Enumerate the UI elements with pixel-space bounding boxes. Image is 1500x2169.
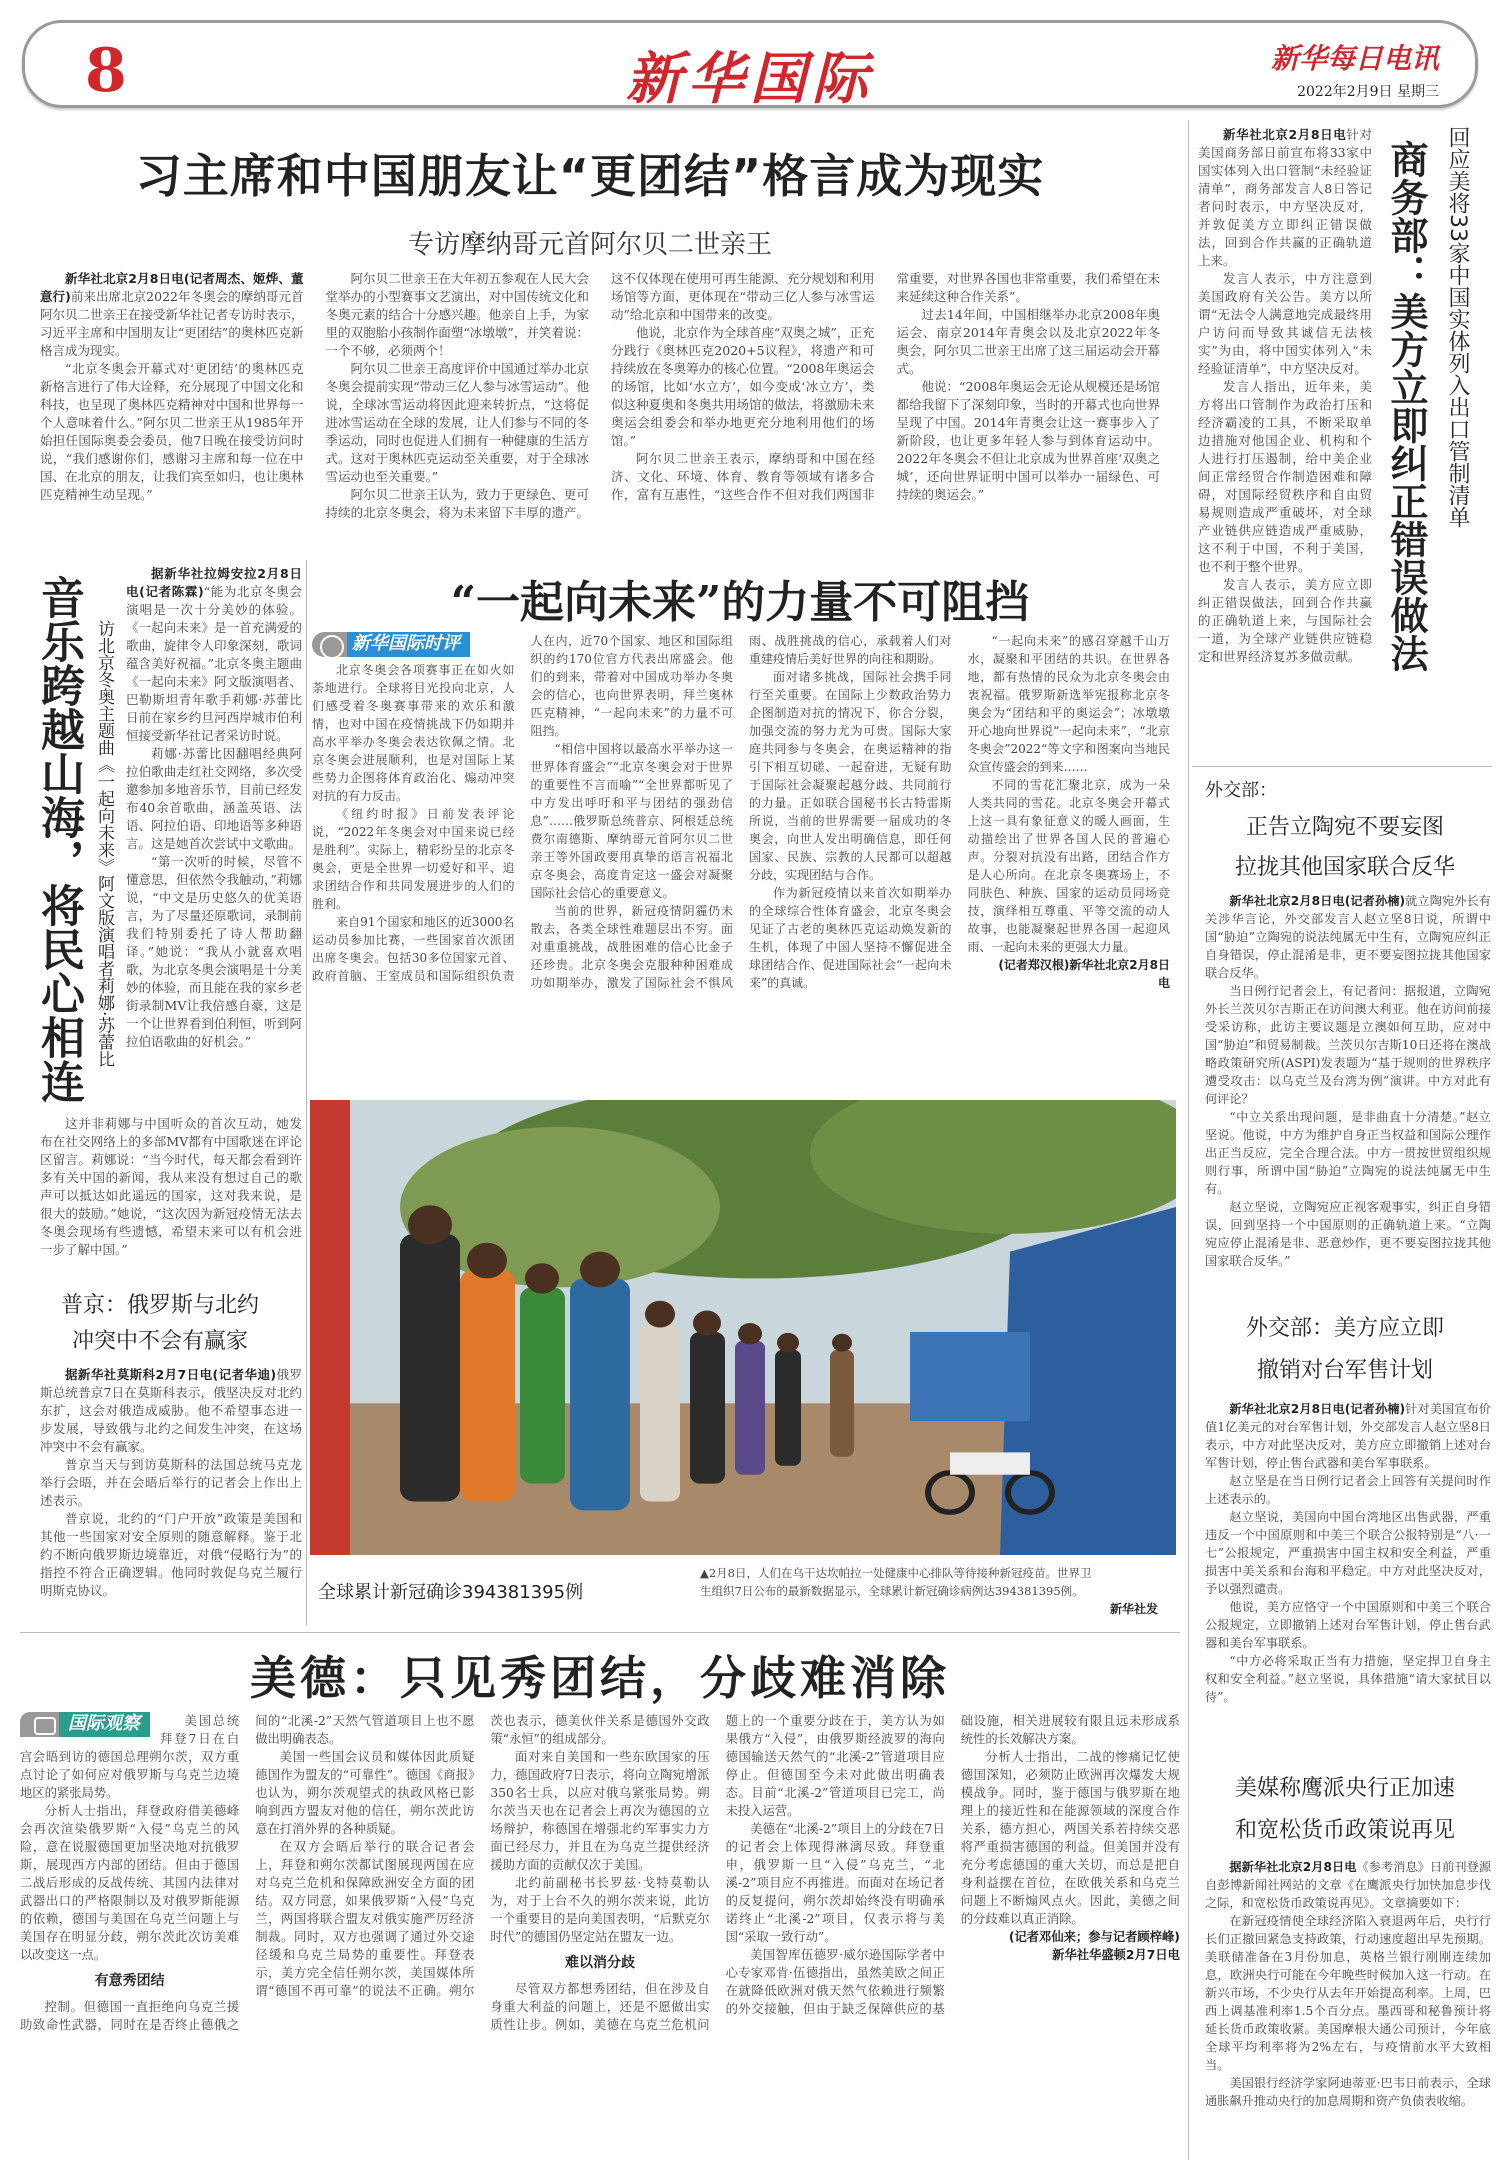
paragraph-list [20, 1712, 239, 1964]
mfa-lithuania-body [1205, 892, 1491, 1270]
headline-line: 和宽松货币政策说再见 [1234, 1818, 1455, 1843]
paragraph: 美国智库伍德罗·威尔逊国际学者中心专家邓肯·伍德指出，虽然美欧之间正在就降低欧洲对俄天然气依赖进行频繁的外交接触，但由于缺乏保障供应的基础设施，相关进展较有限且远未形成系统性的长效解决方案。 [725, 1714, 1180, 2016]
subhead: 难以消分歧 [564, 1955, 635, 1971]
paragraph: 在新冠疫情使全球经济陷入衰退两年后，央行行长们正撤回紧急支持政策，行动速度超出早先预期。美联储准备在3月份加息，英格兰银行刚刚连续加息，欧洲央行可能在今年晚些时候加入这一行动。在新兴市场，不少央行从去年开始提高利率。上周，巴西上调基准利率1.5个百分点。墨西哥和秘鲁预计将延长货币政策收紧。美国摩根大通公司预计，今年底全球平均利率将为2%左右，与疫情前水平大致相当。 [1205, 1914, 1491, 2072]
paragraph: “北京冬奥会开幕式对‘更团结’的奥林匹克新格言进行了伟大诠释，充分展现了中国文化和科技，也呈现了奥林匹克精神对中国和世界每一个人意味着什么。”阿尔贝二世亲王从1985年开始担任国际奥委会委员，他7日晚在接受访问时说，“我们感谢你们，感谢习主席和每一位在中国、在北京的朋友，让我们宾至如归，也让奥林匹克精神生动呈现。” [40, 361, 304, 502]
article-credit: (记者邓仙来；参与记者顾梓峰) [1008, 1930, 1180, 1944]
mfa-taiwan-body [1205, 1400, 1491, 1706]
paragraph: “一起向未来”的感召穿越千山万水，凝聚和平团结的共识。在世界各地，都有热情的民众为北京冬奥会由衷祝福。俄罗斯新选举宪报称北京冬奥会为“团结和平的奥运会”；冰墩墩开心地向世界说“一起向未来”，“北京冬奥会”2022“等文字和图案向当地民众宣传盛会的到来…… [967, 634, 1170, 774]
commerce-article-body [1198, 126, 1372, 666]
headline-line: 美媒称鹰派央行正加速 [1234, 1776, 1455, 1801]
music-article-body-a [126, 565, 302, 1051]
paragraph: 控制。但德国一直拒绝向乌克兰援助致命性武器，同时在是否终止德俄之间的“北溪-2”天然气管道项目上也不愿做出明确表态。 [20, 1714, 475, 2032]
paragraph: 阿尔贝二世亲王在大年初五参观在人民大会堂举办的小型赛事文艺演出，对中国传统文化和冬奥元素的结合十分感兴趣。他亲自上手，为家里的双胞胎小孩制作面塑“冰墩墩”，并笑着说：一个不够，必须两个！ [325, 271, 589, 358]
section-divider [20, 1632, 1180, 1633]
photo-caption-headline: 全球累计新冠确诊394381395例 [318, 1582, 584, 1603]
paragraph: 莉娜·苏蕾比因翻唱经典阿拉伯歌曲走红社交网络，多次受邀参加多地音乐节，目前已经发布40余首歌曲，涵盖英语、法语、阿拉伯语、印地语等多种语言。这是她首次尝试中文歌曲。 [126, 746, 302, 851]
section-title: 新华国际 [626, 46, 874, 112]
paragraph: 他说，美方应恪守一个中国原则和中美三个联合公报规定，立即撤销上述对台军售计划，停止售台武器和美台军事联系。 [1205, 1600, 1491, 1650]
dateline: 新华社北京2月8日电(记者孙楠) [1229, 894, 1406, 908]
paragraph: 不同的雪花汇聚北京，成为一朵人类共同的雪花。北京冬奥会开幕式上这一具有象征意义的暖人画面，生动描绘出了世界各国人民的普遍心声。分裂对抗没有出路，团结合作方是人心所向。在北京冬奥赛场上，不同肤色、种族、国家的运动员同场竞技，演绎相互尊重、平等交流的动人故事，也能凝聚起世界各国一起迎风雨、一起向未来的更强大力量。 [967, 778, 1170, 954]
paragraph: 美国银行经济学家阿迪蒂亚·巴韦日前表示，全球通胀飙升推动央行的加息周期和资产负债表收缩。 [1205, 2076, 1491, 2108]
paragraph: 阿尔贝二世亲王认为，致力于更绿色、更可持续的北京冬奥会，将为未来留下丰厚的遗产。这不仅体现在使用可再生能源、充分规划和利用场馆等方面，更体现在“带动三亿人参与冰雪运动”给北京和中国带来的改变。 [325, 271, 875, 520]
headline-line: 拉拢其他国家联合反华 [1234, 855, 1455, 880]
masthead [22, 20, 1478, 112]
music-article-body-b [40, 1115, 302, 1259]
paragraph: 普京说，北约的“门户开放”政策是美国和其他一些国家对安全原则的随意解释。鉴于北约不断向俄罗斯边境靠近，对俄“侵略行为”的指控不符合正确逻辑。他同时敦促乌克兰履行明斯克协议。 [40, 1511, 302, 1598]
paragraph: 分析人士指出，拜登政府借美德峰会再次渲染俄罗斯“入侵”乌克兰的风险，意在说服德国更加坚决地对抗俄罗斯，展现西方内部的团结。但由于德国二战后形成的反战传统、其国内法律对武器出口的严格限制以及对俄罗斯能源的依赖，德国与美国在乌克兰问题上与美国存在明显分歧，朔尔茨此次访美难以改变这一点。 [20, 1804, 240, 1962]
globe-icon [320, 635, 344, 659]
paragraph: 面对来自美国和一些东欧国家的压力，德国政府7日表示，将向立陶宛增派350名士兵，以应对俄乌紧张局势。朔尔茨当天也在记者会上再次为德国的立场辩护，称德国在增强北约军事实力方面已经尽力，并且在为乌克兰提供经济援助方面的贡献仅次于美国。 [490, 1750, 710, 1872]
commerce-headline: 商务部：美方立即纠正错误做法 [1384, 140, 1429, 672]
paragraph: 赵立坚是在当日例行记者会上回答有关提问时作上述表示的。 [1205, 1474, 1491, 1506]
paragraph: 阿尔贝二世亲王高度评价中国通过举办北京冬奥会提前实现“带动三亿人参与冰雪运动”。他说，全球冰雪运动将因此迎来转折点，“这将促进冰雪运动在全球的发展，让人们参与不同的冬季运动，同时也促进人们拥有一种健康的生活方式。这对于奥林匹克运动至关重要，对于全球冰雪运动也至关重要。” [325, 361, 589, 484]
paragraph-list [1205, 1472, 1491, 1706]
paragraph: 尽管双方都想秀团结，但在涉及自身重大利益的问题上，还是不愿做出实质性让步。例如，美德在乌克兰危机问题上的一个重要分歧在于，美方认为如果俄方“入侵”，由俄罗斯经波罗的海向德国输送天然气的“北溪-2”管道项目应停止。但德国至今未对此做出明确表态。目前“北溪-2”管道项目已完工，尚未投入运营。 [490, 1714, 945, 2032]
paragraph: 来自91个国家和地区的近3000名运动员参加比赛，一些国家首次派团出席冬奥会。包括30多位国家元首、政府首脑、王室成员和国际组织负责人在内，近70个国家、地区和国际组织的约170位官方代表出席盛会。他们的到来，带着对中国成功举办冬奥会的信心，也向世界表明，拜兰奥林匹克精神，“一起向未来”的力量不可阻挡。 [312, 634, 733, 983]
headline-line: 正告立陶宛不要妄图 [1245, 815, 1444, 840]
commentary-tag [312, 632, 470, 657]
paragraph: “中立关系出现问题，是非曲直十分清楚。”赵立坚说。他说，中方为维护自身正当权益和国际公理作出正当反应，完全合理合法。中方一贯按世贸组织规则行事，所谓中国“胁迫”立陶宛的说法纯属无中生有。 [1205, 1110, 1491, 1196]
paragraph: 普京当天与到访莫斯科的法国总统马克龙举行会晤，并在会晤后举行的记者会上作出上述表示。 [40, 1457, 302, 1508]
paragraph-text: 俄罗斯总统普京7日在莫斯科表示，俄坚决反对北约东扩，这会对俄造成威胁。他不希望事态进一步发展，导致俄与北约之间发生冲突，在这场冲突中不会有赢家。 [40, 1367, 302, 1454]
dateline: 新华社北京2月8日电(记者孙楠) [1229, 1402, 1406, 1416]
paragraph: 发言人表示，美方应立即纠正错误做法，回到合作共赢的正确轨道上来，与国际社会一道，为全球产业链供应链稳定和世界经济复苏多做贡献。 [1198, 577, 1372, 664]
paragraph: “第一次听的时候，尽管不懂意思，但依然令我触动，”莉娜说，“中文是历史悠久的优美语言，为了尽量还原歌词，录制前我们特别委托了诗人帮助翻译。”她说：“我从小就喜欢唱歌，为北京冬奥会演唱是十分美妙的体验，而且能在我的家乡老街录制MV让我倍感自豪，这是一个让世界看到伯利恒，听到阿拉伯语歌曲的好机会。” [126, 854, 302, 1049]
paragraph-list [1205, 1912, 1491, 2110]
paragraph-text: 就立陶宛外长有关涉华言论，外交部发言人赵立坚8日说，所谓中国“胁迫”立陶宛的说法纯属无中生有，立陶宛应纠正自身错误，停止混淆是非，更不要妄图拉拢其他国家联合反华。 [1205, 894, 1491, 980]
paragraph: 美德在“北溪-2”项目上的分歧在7日的记者会上体现得淋漓尽致。拜登重申，俄罗斯一旦“入侵”乌克兰，“北溪-2”项目应不再推进。而面对在场记者的反复提问，朔尔茨却始终没有明确承诺终止“北溪-2”项目，仅表示将与美国“采取一致行动”。 [725, 1822, 945, 1944]
paragraph-list [40, 1115, 302, 1259]
paragraph: 北约前副秘书长罗兹·戈特莫勒认为，对于上台不久的朔尔茨来说，此访一个重要目的是向美国表明，“后默克尔时代”的德国仍坚定站在盟友一边。 [490, 1876, 710, 1944]
commentary-headline: “一起向未来”的力量不可阻挡 [450, 577, 1030, 628]
dateline: 据新华社莫斯科2月7日电(记者华迪) [65, 1367, 277, 1382]
us-germany-headline: 美德：只见秀团结，分歧难消除 [250, 1651, 950, 1705]
column-divider [1188, 120, 1189, 2160]
music-subtitle: 访北京冬奥主题曲《一起向未来》阿文版演唱者莉娜·苏蕾比 [94, 620, 114, 1068]
putin-headline [20, 1288, 300, 1360]
putin-article-body [40, 1366, 302, 1600]
paragraph: 赵立坚说，美国向中国台湾地区出售武器，严重违反一个中国原则和中美三个联合公报特别是“八·一七”公报规定，严重损害中国主权和安全利益，严重损害中美关系和台海和平稳定。中方对此坚决反对，予以强烈谴责。 [1205, 1510, 1491, 1596]
mfa-kicker: 外交部： [1205, 780, 1277, 801]
paragraph: 面对诸多挑战，国际社会携手同行至关重要。在国际上少数政治势力企图制造对抗的情况下，你合分裂，加强交流的努力尤为可贵。国际大家庭共同参与冬奥会，在奥运精神的指引下相互切磋、一起奋进，无疑有助于国际社会凝聚起越分歧、共同前行的力量。正如联合国秘书长古特雷斯所说，当前的世界需要一届成功的冬奥会，向世人发出明确信息，即任何国家、民族、宗教的人民都可以超越分歧，实现团结与合作。 [749, 670, 952, 882]
paragraph: 发言人指出，近年来，美方将出口管制作为政治打压和经济霸凌的工具，不断采取单边措施对他国企业、机构和个人进行打压遏制，给中美企业间正常经贸合作制造困难和障碍，对国际经贸秩序和自由贸易规则造成严重破坏，对全球产业链供应链造成严重威胁，这不利于中国，不利于美国，也不利于整个世界。 [1198, 379, 1372, 574]
paragraph: “相信中国将以最高水平举办这一世界体育盛会”“北京冬奥会对于世界的重要性不言而喻”“全世界都听见了中方发出呼吁和平与团结的强劲信息”……俄罗斯总统普京、阿根廷总统费尔南德斯、摩纳哥元首阿尔贝二世亲王等外国政要用真挚的语言祝福北京冬奥会，高度肯定这一盛会对凝聚国际社会信心的重要意义。 [530, 742, 733, 900]
dateline: 据新华社北京2月8日电 [1229, 1860, 1357, 1874]
us-germany-body [20, 1712, 1180, 2034]
headline-line: 冲突中不会有赢家 [71, 1329, 248, 1354]
paragraph: 《纽约时报》日前发表评论说，“2022年冬奥会对中国来说已经是胜利”。实际上，精彩纷呈的北京冬奥会，更是全世界一切爱好和平、追求团结合作和共同发展进步的人们的胜利。 [312, 807, 515, 911]
paragraph-list [40, 1456, 302, 1600]
paragraph: 这并非莉娜与中国听众的首次互动，她发布在社交网络上的多部MV都有中国歌迷在评论区留言。莉娜说：“当今时代，每天都会看到许多有关中国的新闻，我从来没有想过自己的歌声可以抵达如此遥远的国家，这对我来说，是很大的鼓励。”她说，“这次因为新冠疫情无法去冬奥会现场有些遗憾，希望未来可以有机会进一步了解中国。” [40, 1116, 302, 1257]
commentary-tag-label: 新华国际时评 [352, 633, 460, 654]
commerce-kicker: 回应美将33家中国实体列入出口管制清单 [1445, 126, 1470, 528]
paragraph-list [1198, 270, 1372, 666]
paragraph-text: 前来出席北京2022年冬奥会的摩纳哥元首阿尔贝二世亲王在接受新华社记者专访时表示，习近平主席和中国朋友让“更团结”的奥林匹克新格言成为现实。 [40, 289, 304, 358]
photo-credit: 新华社发 [1110, 1602, 1159, 1616]
paragraph-list [126, 745, 302, 1051]
dateline: 新华社北京2月8日电(记者周杰、姬烨、董意行) [40, 271, 304, 304]
paragraph: 当日例行记者会上，有记者问：据报道，立陶宛外长兰茨贝尔吉斯正在访问澳大利亚。他在访问前接受采访称，此访主要议题是立澳如何互助，应对中国“胁迫”和贸易制裁。兰茨贝尔吉斯10日还将在澳战略政策研究所(ASPI)发表题为“基于规则的世界秩序遭受攻击：以乌克兰及台湾为例”演讲。中方对此有何评论？ [1205, 984, 1491, 1106]
paragraph-list [312, 632, 1170, 992]
paragraph: 阿尔贝二世亲王表示，摩纳哥和中国在经济、文化、环境、体育、教育等领域有诸多合作，富有互惠性，“这些合作不但对我们两国非常重要，对世界各国也非常重要，我们希望在未来延续这种合作关系”。 [611, 271, 1160, 502]
paragraph: 发言人表示，中方注意到美国政府有关公告。美方以所谓“无法令人满意地完成最终用户访问而导致其诚信无法核实”为由，将中国实体列入“未经验证清单”，中方坚决反对。 [1198, 271, 1372, 376]
section-divider [1192, 766, 1492, 767]
camera-icon [34, 1717, 56, 1735]
fed-headline [1195, 1768, 1495, 1852]
paragraph: 美国一些国会议员和媒体因此质疑德国作为盟友的“可靠性”。德国《商报》也认为，朔尔茨观望式的执政风格已影响到西方盟友对他的信任，朔尔茨此访意在打消外界的各种质疑。 [255, 1750, 475, 1836]
page-number: 8 [85, 36, 127, 106]
mfa-lithuania-headline [1195, 808, 1495, 888]
commentary-credit: (记者郑汉根)新华社北京2月8日电 [998, 958, 1170, 990]
paragraph-text: “能为北京冬奥会演唱是一次十分美妙的体验。《一起向未来》是一首充满爱的歌曲，旋律令人印象深刻，歌词蕴含美好祝福。”北京冬奥主题曲《一起向未来》阿文版演唱者、巴勒斯坦青年歌手莉娜·苏蕾比日前在家乡约旦河西岸城市伯利恒接受新华社记者采访时说。 [126, 584, 302, 743]
photo-uganda-vaccine-queue [310, 1100, 1176, 1555]
paragraph: 他说，北京作为全球首座“双奥之城”，正充分践行《奥林匹克2020+5议程》，将遗产和可持续放在冬奥筹办的核心位置。“2008年奥运会的场馆，比如‘水立方’，如今变成‘冰立方’，类似这种夏奥和冬奥共用场馆的做法，将激励未来奥运会组委会和举办地更充分地利用他们的场馆。” [611, 325, 875, 448]
main-subtitle: 专访摩纳哥元首阿尔贝二世亲王 [407, 230, 772, 260]
mfa-taiwan-headline [1195, 1308, 1495, 1392]
fed-body [1205, 1858, 1491, 2110]
photo-caption: ▲2月8日，人们在乌干达坎帕拉一处健康中心排队等待接种新冠疫苗。世界卫生组织7日公布的最新数据显示，全球累计新冠确诊病例达394381395例。 [700, 1566, 1092, 1598]
headline-line: 外交部：美方应立即 [1245, 1316, 1444, 1341]
observe-tag-label: 国际观察 [68, 1713, 140, 1734]
paragraph-text: 《参考消息》日前刊登源自彭博新闻社网站的文章《在鹰派央行加快加息步伐之际，和宽松货币政策说再见》。文章摘要如下： [1205, 1860, 1492, 1910]
music-headline: 音乐跨越山海，将民心相连 [33, 575, 84, 1103]
paragraph: 北京冬奥会各项赛事正在如火如荼地进行。全球将目光投向北京，人们感受着冬奥赛事带来的欢乐和激情，也对中国在疫情挑战下仍如期并高水平举办冬奥会表达钦佩之情。北京冬奥会进展顺利，也是对国际上某些势力企图将体育政治化、煽动冲突对抗的有力反击。 [312, 663, 515, 803]
issue-date: 2022年2月9日 星期三 [1297, 84, 1439, 100]
headline-line: 撤销对台军售计划 [1256, 1358, 1433, 1383]
paragraph: 在双方会晤后举行的联合记者会上，拜登和朔尔茨都试图展现两国在应对乌克兰危机和保障欧洲安全方面的团结。双方同意，如果俄罗斯“入侵”乌克兰，两国将联合盟友对俄实施严厉经济制裁。同时，双方也强调了通过外交途径缓和乌克兰局势的重要性。拜登表示，美方完全信任朔尔茨，美国媒体所谓“德国不再可靠”的说法不正确。朔尔茨也表示，德美伙伴关系是德国外交政策“永恒”的组成部分。 [255, 1714, 710, 1998]
paragraph: 他说：“2008年奥运会无论从规模还是场馆都给我留下了深刻印象，当时的开幕式也向世界呈现了中国。2014年青奥会让这一赛事步入了新阶段，也让更多年轻人参与到体育运动中。2022年冬奥会不但让北京成为世界首座‘双奥之城’，还向世界证明中国可以举办一届绿色、可持续的奥运会。” [896, 379, 1160, 502]
paragraph: 过去14年间，中国相继举办北京2008年奥运会、南京2014年青奥会以及北京2022年冬奥会，阿尔贝二世亲王出席了这三届运动会开幕式。 [896, 307, 1160, 376]
paragraph: 作为新冠疫情以来首次如期举办的全球综合性体育盛会，北京冬奥会见证了古老的奥林匹克运动焕发新的生机，体现了中国人坚持不懈促进全球团结合作、促进国际社会“一起向未来”的真诚。 [749, 886, 952, 990]
paragraph-list [1205, 982, 1491, 1270]
paragraph: 美国总统拜登7日在白宫会晤到访的德国总理朔尔茨，双方重点讨论了如何应对俄罗斯与乌克兰边境地区的紧张局势。 [20, 1714, 240, 1800]
headline-line: 普京：俄罗斯与北约 [60, 1293, 259, 1318]
news-photo [310, 1100, 1176, 1555]
paragraph-text: 针对美国商务部日前宣布将33家中国实体列入出口管制“未经验证清单”，商务部发言人8日答记者问时表示，中方坚决反对，并敦促美方立即纠正错误做法，回到合作共赢的正确轨道上来。 [1198, 127, 1372, 268]
main-headline: 习主席和中国朋友让“更团结”格言成为现实 [135, 149, 1045, 203]
dateline: 新华社北京2月8日电 [1223, 127, 1347, 142]
paragraph: 当前的世界，新冠疫情阴霾仍未散去，各类全球性难题层出不穷。面对重重挑战，战胜困难的信心比金子还珍贵。北京冬奥会克服种种困难成功如期举办，激发了国际社会不惧风雨、战胜挑战的信心，承载着人们对重建疫情后美好世界的向往和期盼。 [530, 634, 952, 990]
paragraph: 赵立坚说，立陶宛应正视客观事实，纠正自身错误，回到坚持一个中国原则的正确轨道上来。“立陶宛应停止混淆是非、恶意炒作，更不要妄图拉拢其他国家联合反华。” [1205, 1200, 1491, 1268]
paragraph: 分析人士指出，二战的惨痛记忆使德国深知，必须防止欧洲再次爆发大规模战争。同时，鉴于德国与俄罗斯在地理上的接近性和在能源领域的深度合作关系，德方担心，两国关系若持续交恶将严重损害德国的利益。但美国并没有充分考虑德国的重大关切，而总是把自身利益摆在首位，在欧俄关系和乌克兰问题上不断煽风点火。因此，美德之间的分歧难以真正消除。 [960, 1750, 1180, 1926]
commentary-block [312, 632, 1170, 992]
observe-tag [20, 1712, 150, 1737]
column-divider [306, 560, 307, 1625]
main-article-body [40, 270, 1160, 522]
paragraph: “中方必将采取正当有力措施，坚定捍卫自身主权和安全利益。”赵立坚说，具体措施“请大家拭目以待”。 [1205, 1654, 1491, 1704]
subhead: 有意秀团结 [94, 1973, 165, 1989]
article-credit: 新华社华盛顿2月7日电 [1052, 1948, 1180, 1962]
dateline: 据新华社拉姆安拉2月8日电(记者陈霖) [126, 566, 302, 599]
newspaper-brand: 新华每日电讯 [1270, 42, 1439, 75]
paragraph-text: 针对美国宣布价值1亿美元的对台军售计划，外交部发言人赵立坚8日表示，中方对此坚决反对，美方应立即撤销上述对台军售计划，停止售台武器和美台军事联系。 [1205, 1402, 1491, 1470]
